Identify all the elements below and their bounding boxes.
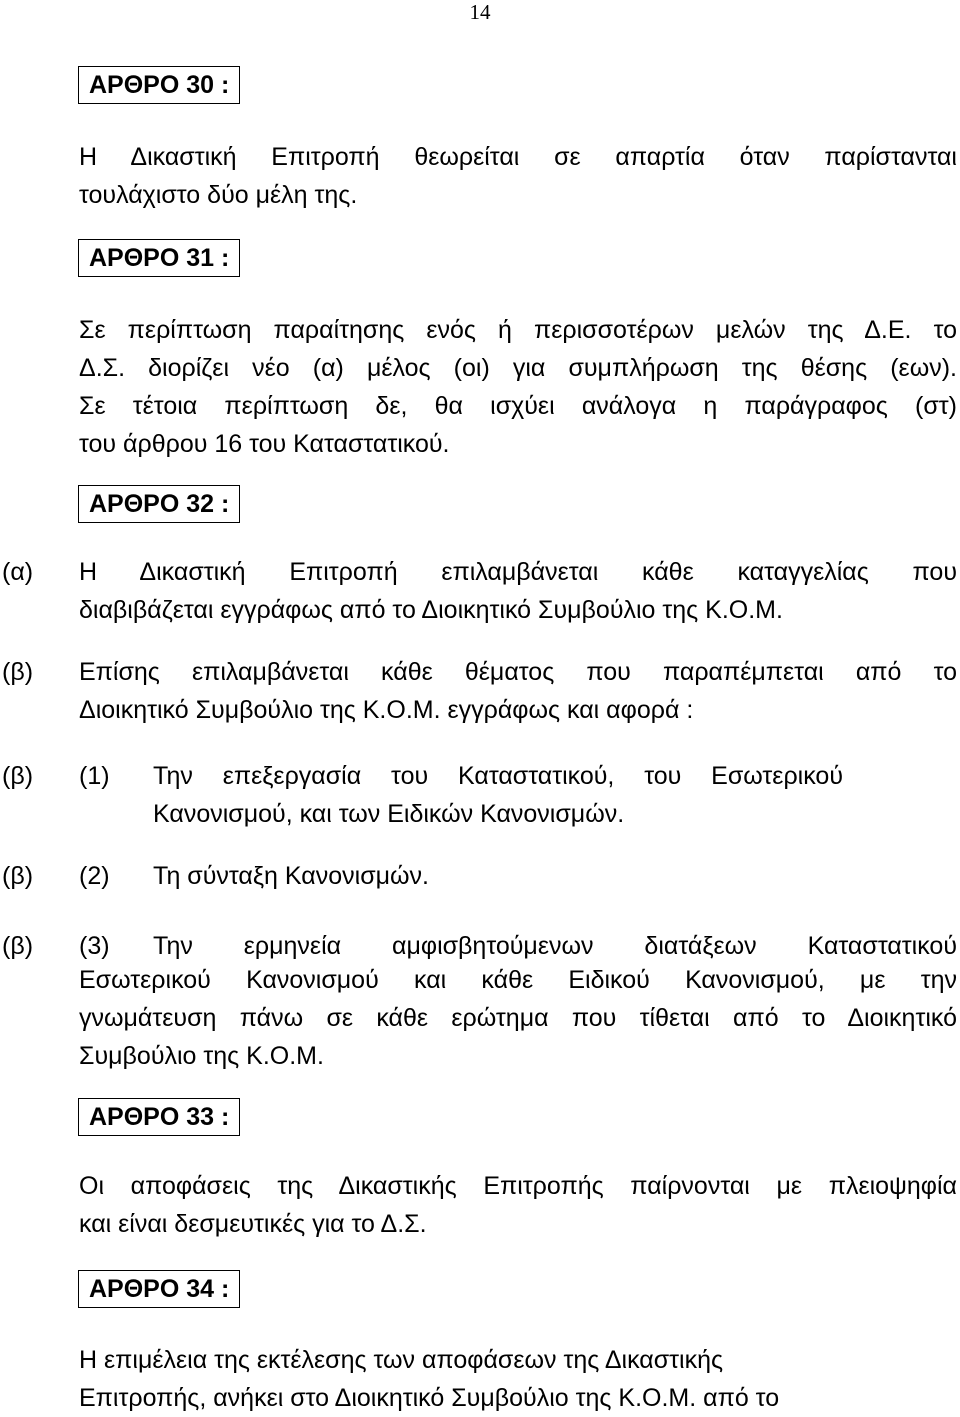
sub-item-number-2: (2) <box>79 862 110 890</box>
sub-item-number-3: (3) <box>79 932 110 960</box>
text-line: Διοικητικό Συμβούλιο της Κ.Ο.Μ. εγγράφως και αφορά : <box>79 696 694 724</box>
text-line: γνωμάτευση πάνω σε κάθε ερώτημα που τίθεται από το Διοικητικό <box>79 1004 957 1032</box>
article-30-text <box>79 138 957 214</box>
sub-item-label-b: (β) <box>2 762 34 790</box>
article-33-heading: ΑΡΘΡΟ 33 : <box>78 1098 240 1136</box>
text-line: Επιτροπής, ανήκει στο Διοικητικό Συμβούλιο της Κ.Ο.Μ. από το <box>79 1384 780 1412</box>
text-line: Τη σύνταξη Κανονισμών. <box>153 862 429 890</box>
article-30-heading: ΑΡΘΡΟ 30 : <box>78 66 240 104</box>
text-line: Σε τέτοια περίπτωση δε, θα ισχύει ανάλογα η παράγραφος (στ) <box>79 392 957 420</box>
text-line: Οι αποφάσεις της Δικαστικής Επιτροπής παίρνονται με πλειοψηφία <box>79 1172 957 1200</box>
article-32-item-a-text <box>79 553 957 629</box>
article-34-heading: ΑΡΘΡΟ 34 : <box>78 1270 240 1308</box>
article-32-sub-3-rest <box>79 961 957 1075</box>
text-line: Η επιμέλεια της εκτέλεσης των αποφάσεων της Δικαστικής <box>79 1346 724 1374</box>
article-33-text <box>79 1167 957 1243</box>
item-label-a: (α) <box>2 558 34 586</box>
sub-item-label-b: (β) <box>2 862 34 890</box>
text-line: Επίσης επιλαμβάνεται κάθε θέματος που παραπέμπεται από το <box>79 658 957 686</box>
text-line: του άρθρου 16 του Καταστατικού. <box>79 430 450 458</box>
sub-item-number-1: (1) <box>79 762 110 790</box>
text-line: Η Δικαστική Επιτροπή θεωρείται σε απαρτία όταν παρίστανται <box>79 143 957 171</box>
text-line: Δ.Σ. διορίζει νέο (α) μέλος (οι) για συμπλήρωση της θέσης (εων). <box>79 354 957 382</box>
article-34-text <box>79 1341 909 1417</box>
article-32-heading: ΑΡΘΡΟ 32 : <box>78 485 240 523</box>
text-line: Κανονισμού, και των Ειδικών Κανονισμών. <box>153 800 625 828</box>
article-32-sub-2-text <box>153 857 853 895</box>
text-line: και είναι δεσμευτικές για το Δ.Σ. <box>79 1210 427 1238</box>
sub-item-label-b: (β) <box>2 932 34 960</box>
article-32-sub-1-text <box>153 757 843 833</box>
article-32-sub-3-first-line <box>153 927 957 965</box>
page-number: 14 <box>469 0 491 24</box>
text-line: Την επεξεργασία του Καταστατικού, του Εσωτερικού <box>153 762 843 790</box>
item-label-b: (β) <box>2 658 34 686</box>
article-31-heading: ΑΡΘΡΟ 31 : <box>78 239 240 277</box>
text-line: Συμβούλιο της Κ.Ο.Μ. <box>79 1042 324 1070</box>
text-line: Εσωτερικού Κανονισμού και κάθε Ειδικού Κανονισμού, με την <box>79 966 957 994</box>
article-32-item-b-text <box>79 653 957 729</box>
text-line: Την ερμηνεία αμφισβητούμενων διατάξεων Καταστατικού <box>153 932 957 960</box>
text-line: Η Δικαστική Επιτροπή επιλαμβάνεται κάθε καταγγελίας που <box>79 558 957 586</box>
text-line: τουλάχιστο δύο μέλη της. <box>79 181 358 209</box>
text-line: Σε περίπτωση παραίτησης ενός ή περισσοτέρων μελών της Δ.Ε. το <box>79 316 957 344</box>
text-line: διαβιβάζεται εγγράφως από το Διοικητικό Συμβούλιο της Κ.Ο.Μ. <box>79 596 783 624</box>
article-31-text <box>79 311 957 463</box>
